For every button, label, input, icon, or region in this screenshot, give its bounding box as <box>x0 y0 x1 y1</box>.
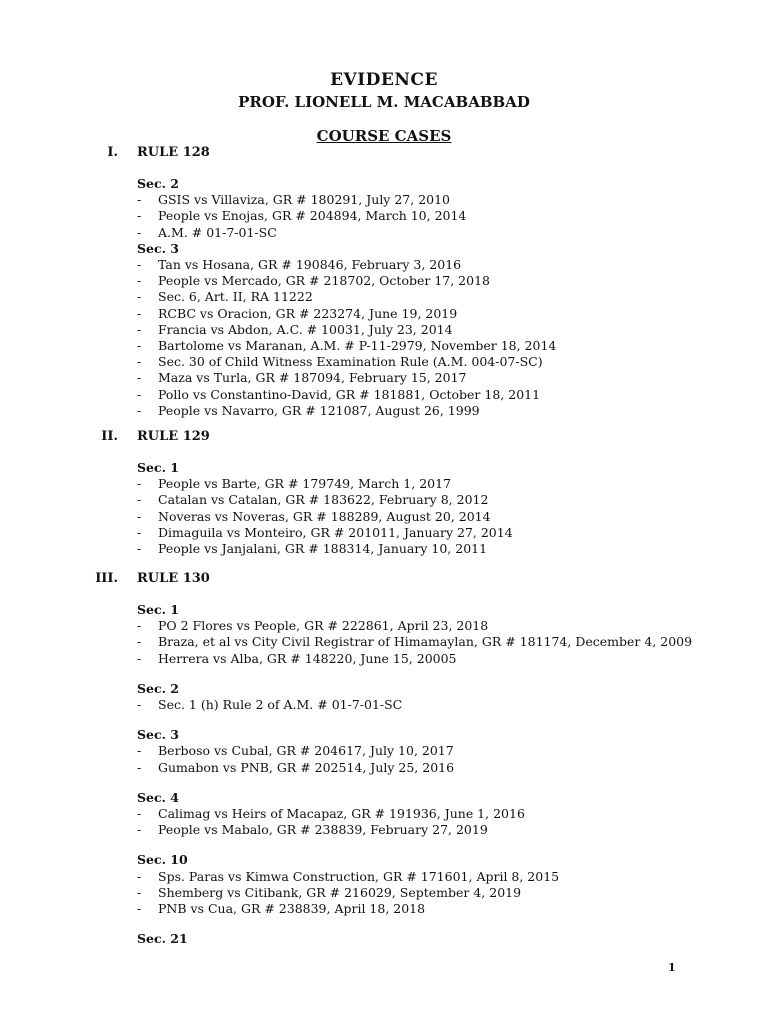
page-number: 1 <box>668 961 676 974</box>
bullet-dash: - <box>137 370 142 386</box>
case-citation: People vs Mercado, GR # 218702, October 17, 2018 <box>158 273 490 289</box>
section-label: Sec. 2 <box>137 680 179 696</box>
case-citation: Shemberg vs Citibank, GR # 216029, September 4, 2019 <box>158 884 522 900</box>
case-citation: Berboso vs Cubal, GR # 204617, July 10, 2017 <box>158 743 454 759</box>
case-citation: PO 2 Flores vs People, GR # 222861, April 23, 2018 <box>158 618 489 634</box>
bullet-dash: - <box>137 650 142 666</box>
case-citation: Gumabon vs PNB, GR # 202514, July 25, 2016 <box>158 759 455 775</box>
bullet-dash: - <box>137 289 142 305</box>
case-citation: Sps. Paras vs Kimwa Construction, GR # 171601, April 8, 2015 <box>158 868 560 884</box>
case-citation: People vs Navarro, GR # 121087, August 26, 1999 <box>158 402 480 418</box>
case-citation: GSIS vs Villaviza, GR # 180291, July 27, 2010 <box>158 192 451 208</box>
case-citation: PNB vs Cua, GR # 238839, April 18, 2018 <box>158 901 426 916</box>
case-citation: People vs Barte, GR # 179749, March 1, 2017 <box>158 476 452 492</box>
case-citation: People vs Mabalo, GR # 238839, February 27, 2019 <box>158 822 488 838</box>
bullet-dash: - <box>137 697 142 712</box>
case-citation: Herrera vs Alba, GR # 148220, June 15, 20005 <box>158 650 457 666</box>
bullet-dash: - <box>137 634 142 650</box>
case-citation: People vs Janjalani, GR # 188314, January 10, 2011 <box>158 541 488 556</box>
case-citation: Catalan vs Catalan, GR # 183622, February 8, 2012 <box>158 492 489 508</box>
rule-number: II. <box>101 429 118 444</box>
bullet-dash: - <box>137 508 142 524</box>
section-label: Sec. 21 <box>137 931 188 947</box>
case-citation: Calimag vs Heirs of Macapaz, GR # 191936, June 1, 2016 <box>158 806 525 821</box>
case-citation: A.M. # 01-7-01-SC <box>158 224 277 240</box>
bullet-dash: - <box>137 524 142 540</box>
case-citation: Noveras vs Noveras, GR # 188289, August 20, 2014 <box>158 508 491 524</box>
bullet-dash: - <box>137 386 142 402</box>
case-citation: Sec. 6, Art. II, RA 11222 <box>158 289 313 305</box>
bullet-dash: - <box>137 822 142 838</box>
section-label: Sec. 4 <box>137 789 179 805</box>
bullet-dash: - <box>137 868 142 884</box>
bullet-dash: - <box>137 224 142 240</box>
page-title: EVIDENCE <box>330 70 438 90</box>
bullet-dash: - <box>137 338 142 353</box>
section-label: Sec. 1 <box>137 460 179 475</box>
bullet-dash: - <box>137 476 142 492</box>
bullet-dash: - <box>137 305 142 321</box>
bullet-dash: - <box>137 354 142 370</box>
rule-name: RULE 130 <box>137 571 210 586</box>
bullet-dash: - <box>137 321 142 337</box>
case-citation: Pollo vs Constantino-David, GR # 181881, October 18, 2011 <box>158 386 541 402</box>
case-citation: Bartolome vs Maranan, A.M. # P-11-2979, November 18, 2014 <box>158 338 557 353</box>
case-citation: Dimaguila vs Monteiro, GR # 201011, January 27, 2014 <box>158 524 513 540</box>
section-label: Sec. 3 <box>137 727 179 743</box>
rule-name: RULE 129 <box>137 429 210 444</box>
case-citation: Maza vs Turla, GR # 187094, February 15, 2017 <box>158 370 467 386</box>
rule-number: I. <box>107 145 118 160</box>
case-citation: Tan vs Hosana, GR # 190846, February 3, 2016 <box>158 257 462 272</box>
case-citation: Francia vs Abdon, A.C. # 10031, July 23, 2014 <box>158 321 453 337</box>
case-citation: RCBC vs Oracion, GR # 223274, June 19, 2019 <box>158 305 458 321</box>
bullet-dash: - <box>137 541 142 556</box>
rule-name: RULE 128 <box>137 145 210 160</box>
section-label: Sec. 3 <box>137 240 179 256</box>
case-citation: Braza, et al vs City Civil Registrar of Himamaylan, GR # 181174, December 4, 2009 <box>158 634 693 650</box>
case-citation: Sec. 30 of Child Witness Examination Rule (A.M. 004-07-SC) <box>158 354 543 370</box>
bullet-dash: - <box>137 901 142 916</box>
course-cases-heading: COURSE CASES <box>316 127 452 145</box>
bullet-dash: - <box>137 806 142 821</box>
bullet-dash: - <box>137 402 142 418</box>
bullet-dash: - <box>137 208 142 224</box>
section-label: Sec. 1 <box>137 602 179 617</box>
bullet-dash: - <box>137 884 142 900</box>
section-label: Sec. 10 <box>137 852 188 868</box>
bullet-dash: - <box>137 257 142 272</box>
case-citation: People vs Enojas, GR # 204894, March 10, 2014 <box>158 208 467 224</box>
bullet-dash: - <box>137 743 142 759</box>
bullet-dash: - <box>137 618 142 634</box>
section-label: Sec. 2 <box>137 176 179 191</box>
bullet-dash: - <box>137 759 142 775</box>
bullet-dash: - <box>137 492 142 508</box>
professor-name: PROF. LIONELL M. MACABABBAD <box>238 93 530 111</box>
bullet-dash: - <box>137 192 142 208</box>
case-citation: Sec. 1 (h) Rule 2 of A.M. # 01-7-01-SC <box>158 697 403 712</box>
rule-number: III. <box>95 571 118 586</box>
bullet-dash: - <box>137 273 142 289</box>
